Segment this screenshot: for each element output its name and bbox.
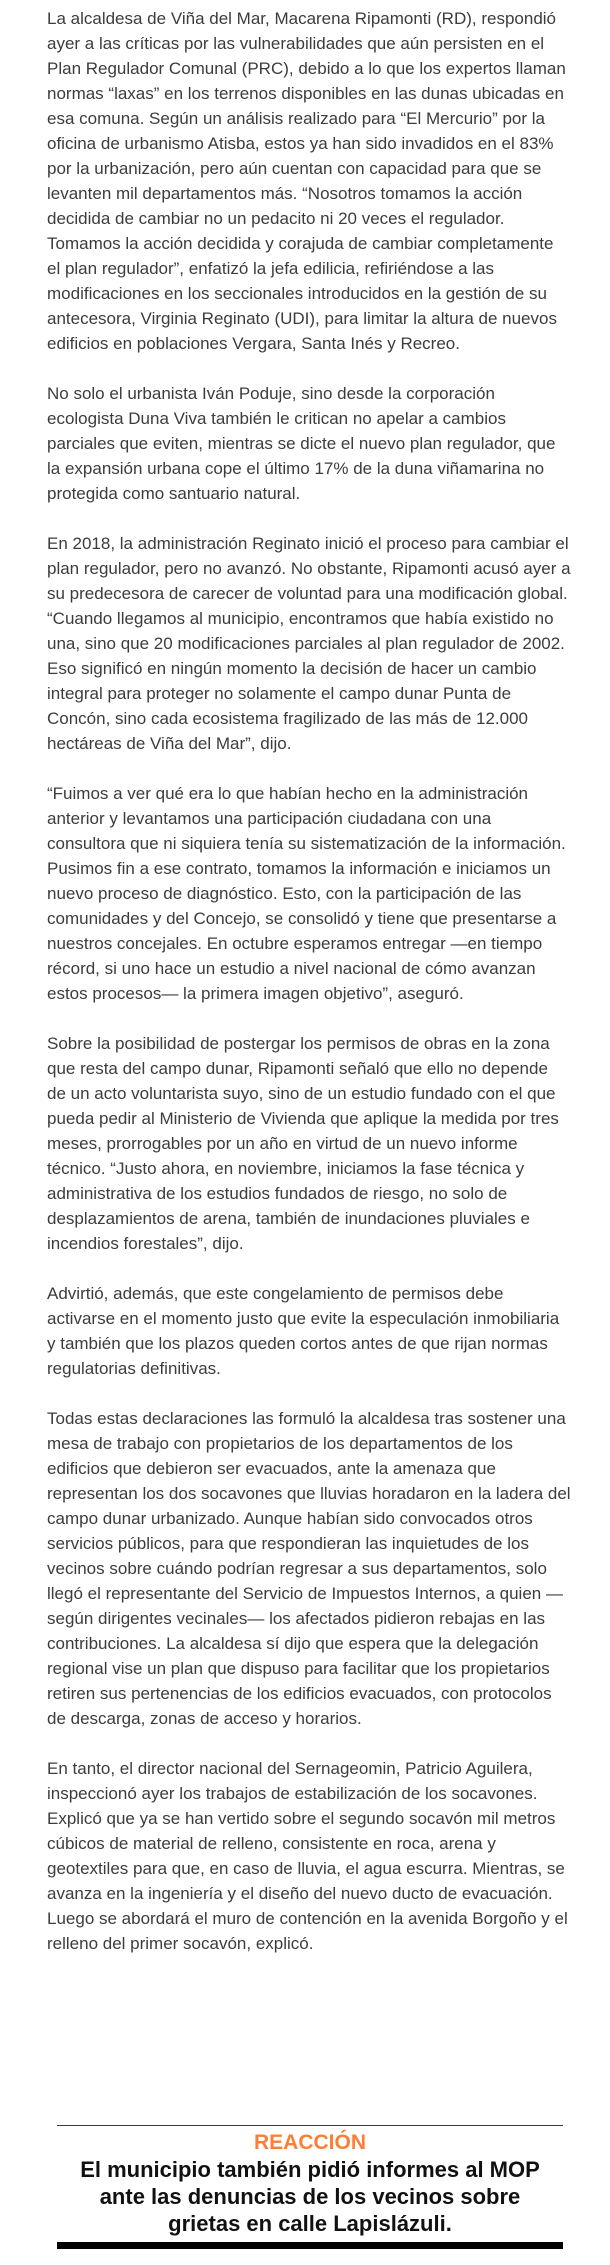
article-paragraph: “Fuimos a ver qué era lo que habían hecho en la administración anterior y levantamos una participación ciudadana con una consultora que ni siquiera tenía su sistematización de la información. Pusimos fin a ese contrato, tomamos la información e iniciamos un nuevo proceso de diagnóstico. Esto, con la participación de las comunidades y del Concejo, se consolidó y tiene que presentarse a nuestros concejales. En octubre esperamos entregar —en tiempo récord, si uno hace un estudio a nivel nacional de cómo avanzan estos procesos— la primera imagen objetivo”, aseguró. <box>47 784 566 1003</box>
article-paragraph: Advirtió, además, que este congelamiento de permisos debe activarse en el momento justo que evite la especulación inmobiliaria y también que los plazos queden cortos antes de que rijan normas regulatorias definitivas. <box>47 1284 560 1378</box>
reaction-box <box>57 2125 563 2249</box>
reaction-title: REACCIÓN <box>253 2131 366 2154</box>
reaction-top-rule <box>57 2125 563 2126</box>
article-paragraph: Todas estas declaraciones las formuló la alcaldesa tras sostener una mesa de trabajo con propietarios de los departamentos de los edificios que debieron ser evacuados, ante la amenaza que representan los dos socavones que lluvias horadaron en la ladera del campo dunar urbanizado. Aunque habían sido convocados otros servicios públicos, para que respondieran las inquietudes de los vecinos sobre cuándo podrían regresar a sus departamentos, solo llegó el representante del Servicio de Impuestos Internos, a quien —según dirigentes vecinales— los afectados pidieron rebajas en las contribuciones. La alcaldesa sí dijo que espera que la delegación regional vise un plan que dispuso para facilitar que los propietarios retiren sus pertenencias de los edificios evacuados, con protocolos de descarga, zonas de acceso y horarios. <box>47 1409 571 1728</box>
article-paragraph: La alcaldesa de Viña del Mar, Macarena Ripamonti (RD), respondió ayer a las críticas por las vulnerabilidades que aún persisten en el Plan Regulador Comunal (PRC), debido a lo que los expertos llaman normas “laxas” en los terrenos disponibles en las dunas ubicadas en esa comuna. Según un análisis realizado para “El Mercurio” por la oficina de urbanismo Atisba, estos ya han sido invadidos en el 83% por la urbanización, pero aún cuentan con capacidad para que se levanten mil departamentos más. “Nosotros tomamos la acción decidida de cambiar no un pedacito ni 20 veces el regulador. Tomamos la acción decidida y corajuda de cambiar completamente el plan regulador”, enfatizó la jefa edilicia, refiriéndose a las modificaciones en los seccionales introducidos en la gestión de su antecesora, Virginia Reginato (UDI), para limitar la altura de nuevos edificios en poblaciones Vergara, Santa Inés y Recreo. <box>47 9 566 353</box>
reaction-line: ante las denuncias de los vecinos sobre <box>99 2184 521 2209</box>
article-paragraph: No solo el urbanista Iván Poduje, sino desde la corporación ecologista Duna Viva también le critican no apelar a cambios parciales que eviten, mientras se dicte el nuevo plan regulador, que la expansión urbana cope el último 17% de la duna viñamarina no protegida como santuario natural. <box>47 384 556 503</box>
reaction-bottom-rule <box>57 2242 563 2249</box>
article-paragraph: En 2018, la administración Reginato inició el proceso para cambiar el plan regulador, pero no avanzó. No obstante, Ripamonti acusó ayer a su predecesora de carecer de voluntad para una modificación global. “Cuando llegamos al municipio, encontramos que había existido no una, sino que 20 modificaciones parciales al plan regulador de 2002. Eso significó en ningún momento la decisión de hacer un cambio integral para proteger no solamente el campo dunar Punta de Concón, sino cada ecosistema fragilizado de las más de 12.000 hectáreas de Viña del Mar”, dijo. <box>47 534 571 753</box>
reaction-line: El municipio también pidió informes al MOP <box>80 2157 540 2182</box>
reaction-line: grietas en calle Lapislázuli. <box>168 2211 452 2236</box>
article-paragraph: Sobre la posibilidad de postergar los permisos de obras en la zona que resta del campo dunar, Ripamonti señaló que ello no depende de un acto voluntarista suyo, sino de un estudio fundado con el que pueda pedir al Ministerio de Vivienda que aplique la medida por tres meses, prorrogables por un año en virtud de un nuevo informe técnico. “Justo ahora, en noviembre, iniciamos la fase técnica y administrativa de los estudios fundados de riesgo, no solo de desplazamientos de arena, también de inundaciones pluviales e incendios forestales”, dijo. <box>47 1034 559 1253</box>
article-paragraph: En tanto, el director nacional del Sernageomin, Patricio Aguilera, inspeccionó ayer los trabajos de estabilización de los socavones. Explicó que ya se han vertido sobre el segundo socavón mil metros cúbicos de material de relleno, consistente en roca, arena y geotextiles para que, en caso de lluvia, el agua escurra. Mientras, se avanza en la ingeniería y el diseño del nuevo ducto de evacuación. Luego se abordará el muro de contención en la avenida Borgoño y el relleno del primer socavón, explicó. <box>47 1759 568 1953</box>
